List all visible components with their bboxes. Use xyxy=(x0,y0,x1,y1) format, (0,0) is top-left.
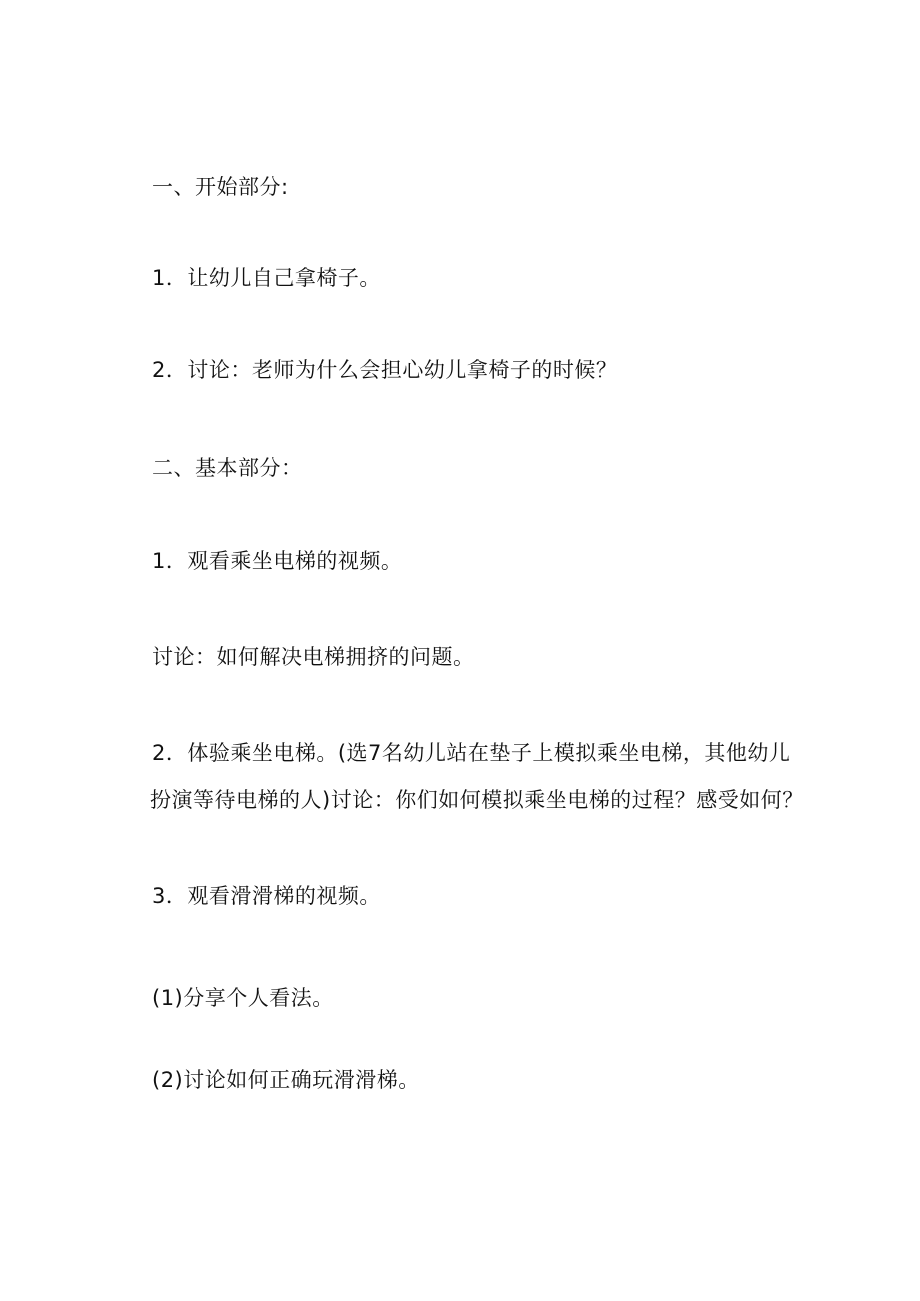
section-heading-opening: 一、开始部分: xyxy=(152,175,289,199)
section-heading-basic: 二、基本部分： xyxy=(152,456,303,480)
discussion-text: 讨论：如何解决电梯拥挤的问题。 xyxy=(152,645,475,669)
sub-step-text: (2)讨论如何正确玩滑滑梯。 xyxy=(152,1068,420,1092)
step-text: 1．让幼儿自己拿椅子。 xyxy=(152,266,381,290)
step-text: 2．体验乘坐电梯。(选7名幼儿站在垫子上模拟乘坐电梯，其他幼儿 xyxy=(152,741,791,765)
sub-step-text: (1)分享个人看法。 xyxy=(152,986,334,1010)
step-text-continued: 扮演等待电梯的人)讨论：你们如何模拟乘坐电梯的过程？感受如何？ xyxy=(150,788,804,812)
step-text: 2．讨论：老师为什么会担心幼儿拿椅子的时候？ xyxy=(152,358,618,382)
step-text: 1．观看乘坐电梯的视频。 xyxy=(152,549,403,573)
step-text: 3．观看滑滑梯的视频。 xyxy=(152,884,381,908)
